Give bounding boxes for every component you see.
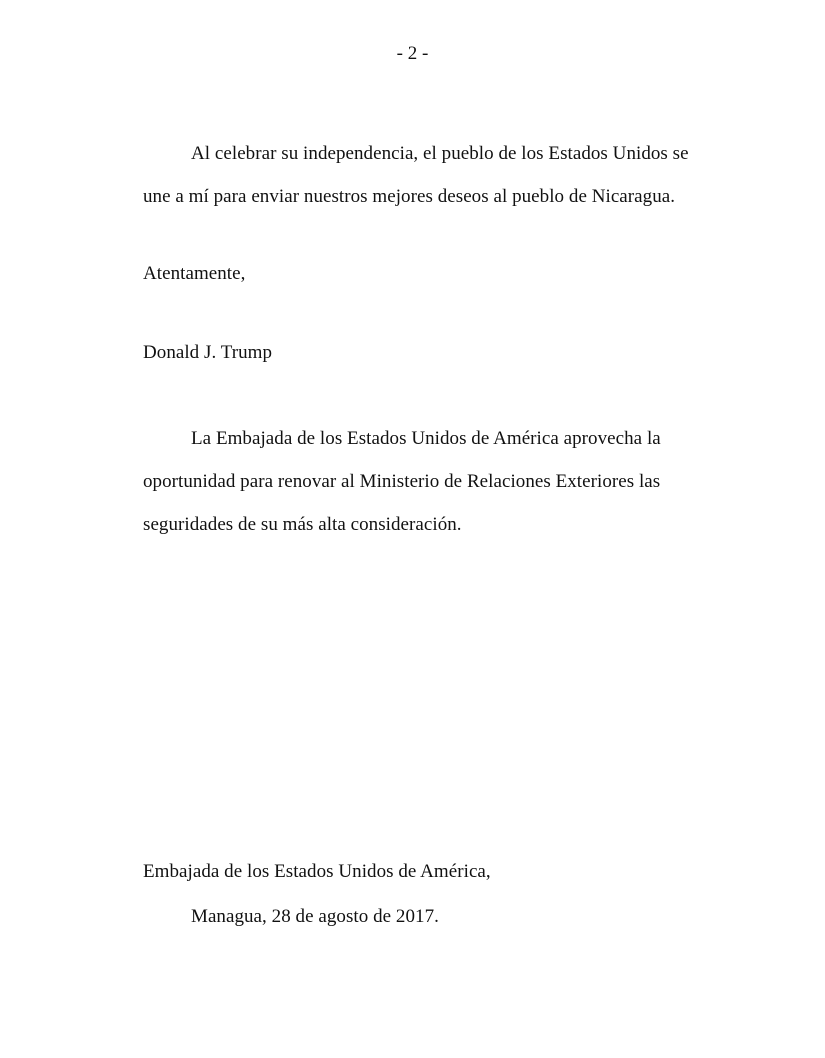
- sender-line: Embajada de los Estados Unidos de América,: [143, 861, 491, 882]
- paragraph-2-line-3: seguridades de su más alta consideración.: [143, 514, 462, 535]
- paragraph-1-line-1: Al celebrar su independencia, el pueblo de los Estados Unidos se: [191, 143, 689, 164]
- paragraph-1-line-2: une a mí para enviar nuestros mejores deseos al pueblo de Nicaragua.: [143, 186, 676, 207]
- page-number: - 2 -: [396, 43, 429, 64]
- closing-salutation: Atentamente,: [143, 263, 246, 284]
- place-and-date: Managua, 28 de agosto de 2017.: [191, 906, 439, 927]
- paragraph-2-line-1: La Embajada de los Estados Unidos de América aprovecha la: [191, 428, 661, 449]
- paragraph-2-line-2: oportunidad para renovar al Ministerio de Relaciones Exteriores las: [143, 471, 661, 492]
- signatory-name: Donald J. Trump: [143, 342, 273, 363]
